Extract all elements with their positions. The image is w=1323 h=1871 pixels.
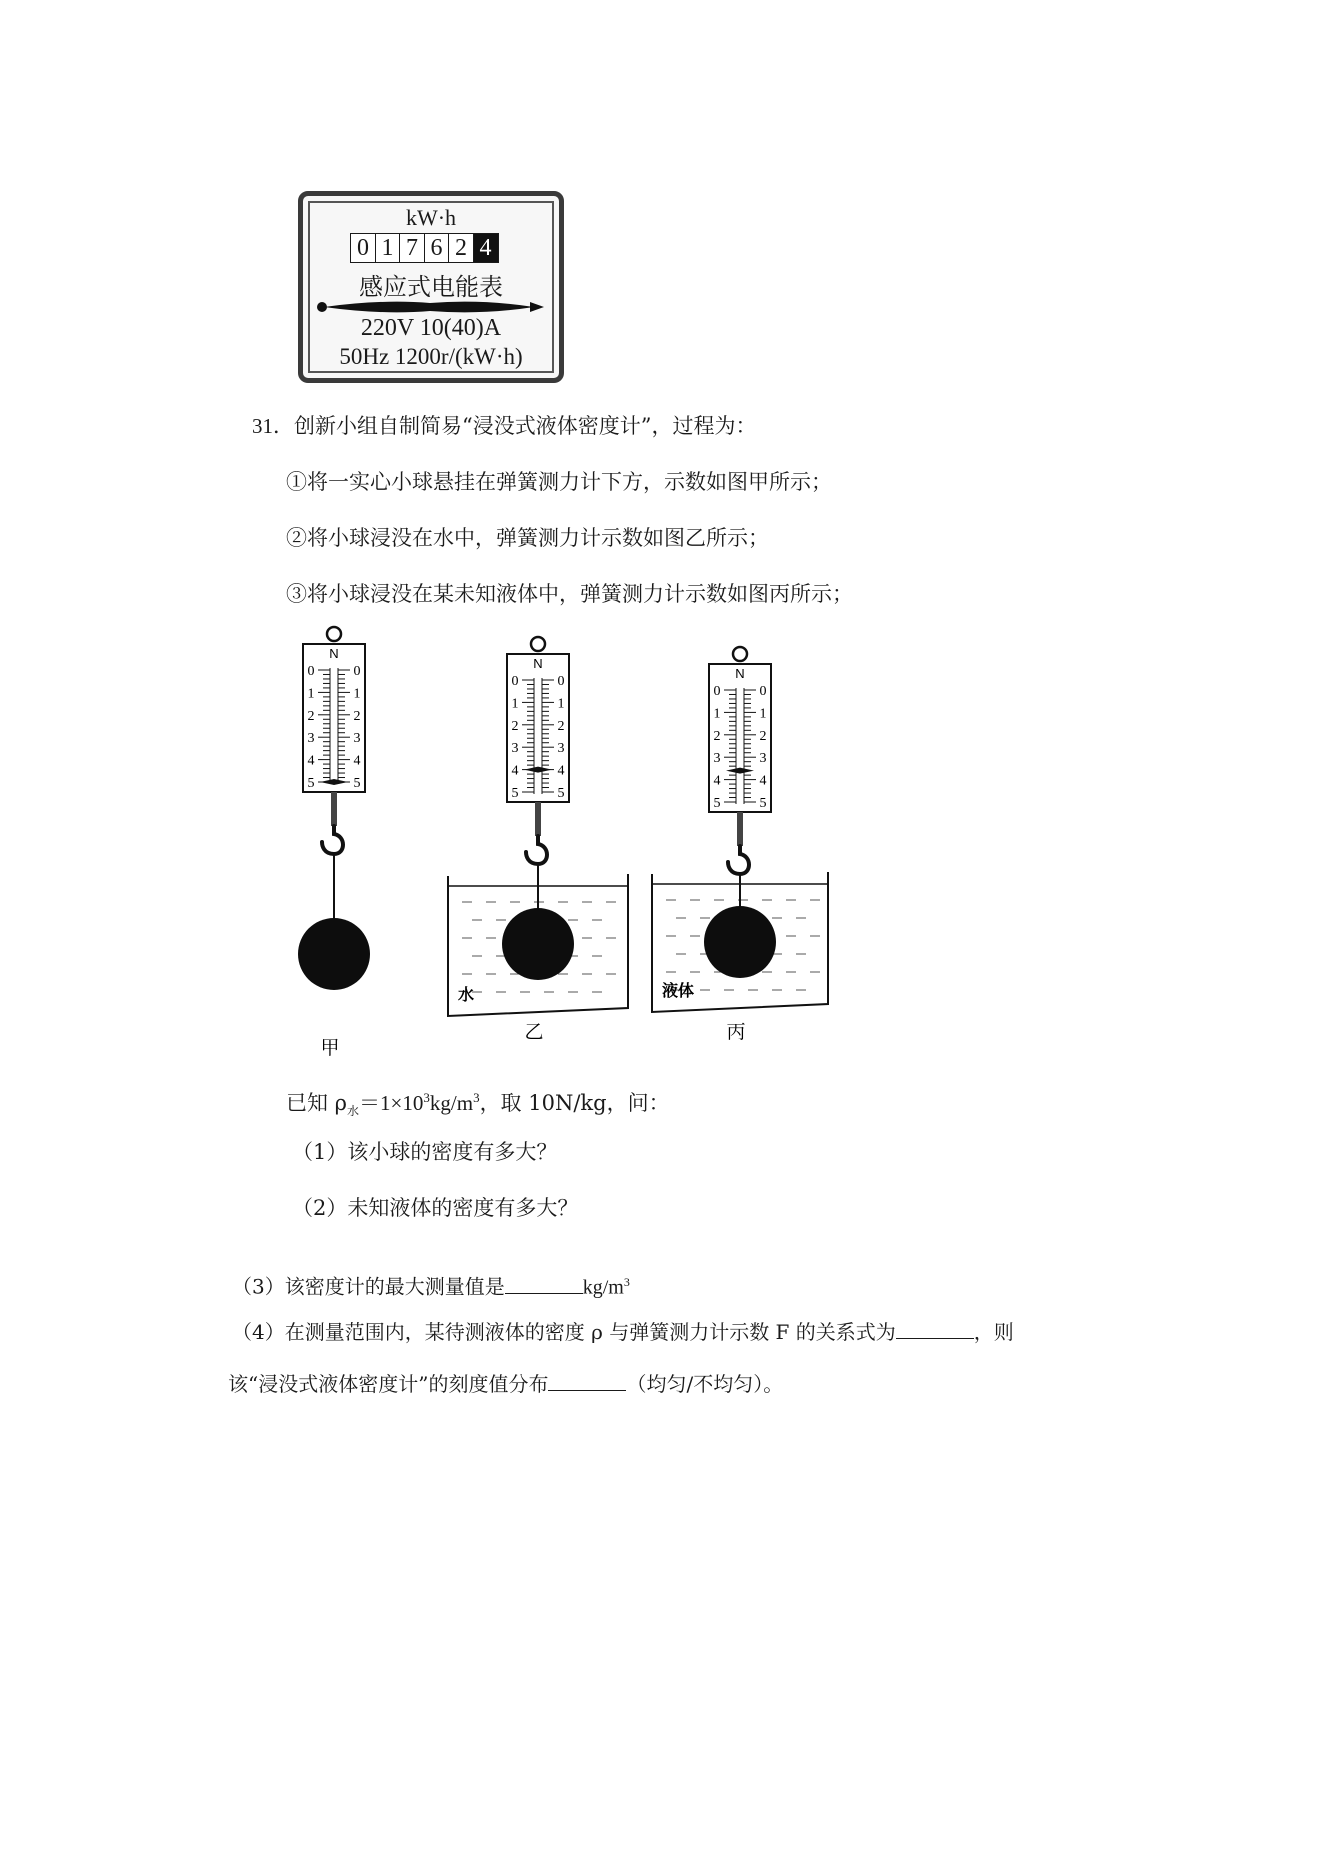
spring-scale-figure	[280, 622, 840, 1062]
answer-blank[interactable]	[505, 1275, 583, 1294]
question-31-stem	[252, 412, 756, 440]
solid-ball	[298, 918, 370, 990]
scale-unit: N	[329, 646, 339, 661]
tick-label-right: 3	[353, 731, 361, 747]
tick-label-left: 5	[511, 786, 519, 801]
meter-digit: 1	[375, 233, 401, 263]
q4-line2-text: 该“浸没式液体密度计”的刻度值分布	[228, 1372, 549, 1396]
given-value: ＝1×10	[359, 1091, 424, 1115]
tick-label-left: 0	[713, 684, 721, 699]
tick-label-right: 3	[557, 741, 565, 757]
scale-rod	[737, 812, 743, 846]
meter-spec-voltage-current: 220V 10(40)A	[360, 315, 502, 341]
tick-label-left: 1	[713, 706, 721, 722]
tick-label-left: 3	[511, 741, 519, 757]
hook-icon	[526, 836, 547, 864]
tick-label-left: 4	[713, 773, 721, 789]
tick-label-left: 5	[307, 776, 315, 791]
liquid-label: 水	[458, 985, 475, 1004]
tick-label-right: 0	[353, 664, 361, 679]
tick-label-right: 5	[353, 776, 361, 791]
tick-label-right: 4	[759, 773, 767, 789]
meter-name: 感应式电能表	[359, 273, 503, 301]
question-stem-text: 创新小组自制简易“浸没式液体密度计”，过程为：	[294, 414, 757, 438]
tick-label-right: 2	[353, 708, 361, 724]
sub-question-1: （1）该小球的密度有多大？	[292, 1140, 558, 1164]
q4-line2-suffix: （均匀/不均匀）。	[626, 1372, 784, 1396]
step-3: ③将小球浸没在某未知液体中，弹簧测力计示数如图丙所示；	[286, 582, 853, 606]
tick-label-left: 2	[307, 708, 315, 724]
spring-scale-panel	[448, 637, 628, 1043]
solid-ball	[704, 906, 776, 978]
tick-label-left: 2	[511, 718, 519, 734]
hanging-ring-icon	[531, 637, 545, 651]
tick-label-left: 4	[511, 763, 519, 779]
tick-label-left: 4	[307, 753, 315, 769]
scale-unit: N	[735, 666, 745, 681]
q4-suffix: ，则	[973, 1320, 1014, 1344]
meter-digit: 2	[448, 233, 474, 263]
tick-label-left: 2	[713, 728, 721, 744]
q3-text: （3）该密度计的最大测量值是	[232, 1274, 505, 1299]
spring-scale-panel	[298, 627, 370, 1059]
given-rho-sub: 水	[347, 1104, 360, 1119]
given-unit-exp: 3	[473, 1090, 480, 1105]
meter-digit-tenth: 4	[473, 233, 499, 263]
sub-question-3	[232, 1268, 630, 1302]
given-exp: 3	[423, 1090, 430, 1105]
meter-digit: 0	[350, 233, 376, 263]
solid-ball	[502, 908, 574, 980]
hook-icon	[728, 846, 749, 874]
sub-question-4-line2	[228, 1370, 783, 1398]
hanging-ring-icon	[327, 627, 341, 641]
given-unit: kg/m	[429, 1091, 474, 1115]
meter-arrow-icon	[312, 299, 550, 315]
tick-label-left: 3	[713, 751, 721, 767]
tick-label-left: 0	[307, 664, 315, 679]
given-suffix: ，取 10N/kg，问：	[479, 1091, 670, 1115]
q3-unit: kg/m	[582, 1276, 624, 1299]
tick-label-left: 1	[307, 686, 315, 702]
tick-label-right: 1	[557, 696, 565, 712]
meter-unit: kW·h	[405, 205, 457, 230]
tick-label-right: 1	[759, 706, 767, 722]
sub-question-4-line1	[232, 1318, 1014, 1346]
tick-label-right: 2	[759, 728, 767, 744]
scale-rod	[331, 792, 337, 826]
question-number: 31．	[252, 414, 294, 438]
tick-label-right: 1	[353, 686, 361, 702]
meter-digit: 6	[424, 233, 450, 263]
answer-blank[interactable]	[896, 1320, 974, 1339]
tick-label-left: 0	[511, 674, 519, 689]
spring-scale-panel	[652, 647, 828, 1043]
scale-unit: N	[533, 656, 543, 671]
hook-icon	[322, 826, 343, 854]
tick-label-right: 3	[759, 751, 767, 767]
meter-digit: 7	[399, 233, 425, 263]
tick-label-right: 4	[557, 763, 565, 779]
q4-text: （4）在测量范围内，某待测液体的密度 ρ 与弹簧测力计示数 F 的关系式为	[232, 1320, 896, 1344]
q3-unit-exp: 3	[623, 1275, 630, 1289]
step-1: ①将一实心小球悬挂在弹簧测力计下方，示数如图甲所示；	[286, 470, 832, 494]
tick-label-left: 1	[511, 696, 519, 712]
given-conditions	[286, 1084, 670, 1125]
meter-digits	[350, 233, 497, 263]
scale-rod	[535, 802, 541, 836]
tick-label-right: 5	[759, 796, 767, 811]
hanging-ring-icon	[733, 647, 747, 661]
tick-label-right: 2	[557, 718, 565, 734]
tick-label-left: 5	[713, 796, 721, 811]
tick-label-left: 3	[307, 731, 315, 747]
liquid-label: 液体	[662, 981, 695, 1000]
panel-label: 丙	[726, 1021, 746, 1043]
panel-label: 乙	[524, 1021, 544, 1043]
electricity-meter-image	[298, 191, 564, 383]
tick-label-right: 5	[557, 786, 565, 801]
sub-question-2: （2）未知液体的密度有多大？	[292, 1196, 579, 1220]
meter-spec-frequency: 50Hz 1200r/(kW·h)	[339, 344, 523, 369]
given-rho: 已知 ρ	[286, 1091, 348, 1115]
tick-label-right: 0	[557, 674, 565, 689]
answer-blank[interactable]	[548, 1372, 626, 1391]
step-2: ②将小球浸没在水中，弹簧测力计示数如图乙所示；	[286, 526, 769, 550]
panel-label: 甲	[320, 1037, 340, 1059]
tick-label-right: 0	[759, 684, 767, 699]
tick-label-right: 4	[353, 753, 361, 769]
